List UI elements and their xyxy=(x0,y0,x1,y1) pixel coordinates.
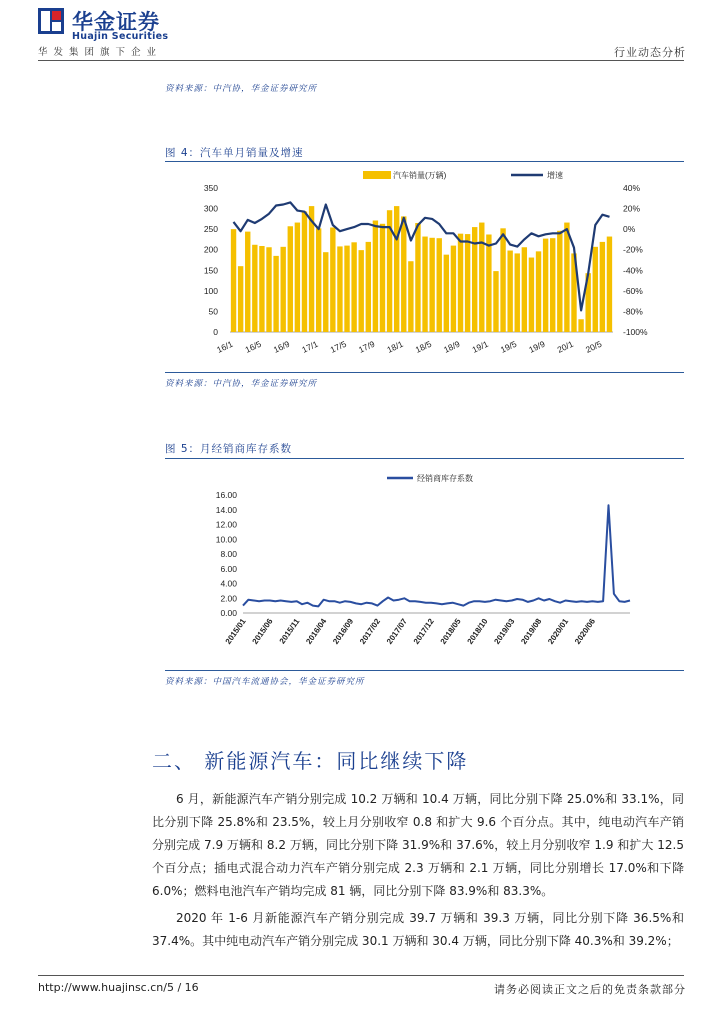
x-tick-label: 20/1 xyxy=(555,338,575,355)
sales-bar xyxy=(451,246,456,332)
sales-bar xyxy=(422,237,427,332)
y-left-tick-label: 50 xyxy=(208,306,218,317)
x-tick-label: 2015/11 xyxy=(277,616,302,646)
sales-bar xyxy=(259,246,264,332)
sales-bar xyxy=(564,223,569,332)
y-right-tick-label: 20% xyxy=(623,203,641,214)
brand-name-en: Huajin Securities xyxy=(72,31,169,42)
sales-bar xyxy=(507,251,512,332)
sales-bar xyxy=(543,239,548,332)
sales-bar xyxy=(359,250,364,332)
sales-bar xyxy=(429,238,434,332)
sales-bar xyxy=(486,234,491,332)
x-tick-label: 19/9 xyxy=(527,338,547,355)
x-tick-label: 17/9 xyxy=(357,338,377,355)
x-tick-label: 2020/06 xyxy=(573,616,598,646)
inventory-line xyxy=(243,505,630,606)
huajin-logo-icon xyxy=(38,8,64,34)
header-divider xyxy=(38,60,684,61)
x-tick-label: 2015/06 xyxy=(250,616,275,646)
sales-bar xyxy=(536,251,541,332)
y-left-tick-label: 300 xyxy=(203,203,218,214)
fig4-title: 图 4：汽车单月销量及增速 xyxy=(165,147,304,159)
x-tick-label: 16/9 xyxy=(271,338,292,355)
chart-dealer-inventory xyxy=(165,459,684,669)
chart5-legend xyxy=(387,473,473,483)
sales-bar xyxy=(295,223,300,332)
y-tick-label: 0.00 xyxy=(220,608,237,618)
sales-bar xyxy=(578,319,583,332)
footer-url-page xyxy=(38,981,199,994)
sales-bar xyxy=(366,242,371,332)
paragraph-1-text: 6 月，新能源汽车产销分别完成 10.2 万辆和 10.4 万辆，同比分别下降 25.0%和 33.1%，同比分别下降 25.8%和 23.5%，较上月分别收窄 0.8 和扩大 9.6 个百分点。其中，纯电动汽车产销分别完成 7.9 万辆和 8.2 万辆，同比分别下降 31.9%和 37.6%，较上月分别收窄 1.9 和扩大 12.5 个百分点；插电式混合动力汽车产销分别完成 2.3 万辆和 2.1 万辆，同比分别增长 17.0%和下降 6.0%；燃料电池汽车产销均完成 81 辆，同比分别下降 83.9%和 83.3%。 xyxy=(152,792,684,898)
legend-label-inventory: 经销商库存系数 xyxy=(417,474,473,483)
y-right-tick-label: -20% xyxy=(623,244,643,255)
x-tick-label: 19/5 xyxy=(498,338,519,355)
y-left-tick-label: 100 xyxy=(203,285,218,296)
legend-swatch-sales xyxy=(363,171,391,179)
y-right-tick-label: -80% xyxy=(623,306,643,317)
sales-bar xyxy=(522,247,527,332)
y-tick-label: 4.00 xyxy=(220,578,237,589)
paragraph-1 xyxy=(152,788,684,903)
legend-label-sales: 汽车销量(万辆) xyxy=(393,171,447,180)
x-tick-label: 16/1 xyxy=(215,338,235,355)
y-tick-label: 8.00 xyxy=(220,549,237,559)
y-tick-label: 2.00 xyxy=(220,593,237,604)
fig5-title: 图 5：月经销商库存系数 xyxy=(165,443,293,455)
y-right-tick-label: -40% xyxy=(623,265,643,276)
sales-bar xyxy=(593,247,598,332)
sales-bar xyxy=(557,231,562,332)
y-right-tick-label: -60% xyxy=(623,285,643,296)
x-tick-label: 18/9 xyxy=(442,338,462,355)
sales-bar xyxy=(266,247,271,332)
sales-bar xyxy=(394,206,399,332)
sales-bar xyxy=(273,256,278,332)
sales-bar xyxy=(529,258,534,332)
sales-bar xyxy=(600,242,605,332)
fig4-source: 资料来源：中汽协，华金证券研究所 xyxy=(165,379,318,389)
sales-bar xyxy=(373,221,378,332)
sales-bar xyxy=(238,266,243,332)
x-tick-label: 18/5 xyxy=(413,338,433,355)
sales-bar xyxy=(252,245,257,332)
sales-bar xyxy=(280,247,285,332)
paragraph-2 xyxy=(152,907,684,953)
y-left-tick-label: 350 xyxy=(203,183,218,193)
chart4-legend xyxy=(363,170,563,180)
x-tick-label: 17/5 xyxy=(328,338,348,355)
x-tick-label: 2020/01 xyxy=(546,616,571,646)
sales-bar xyxy=(465,234,470,332)
x-tick-label: 2015/01 xyxy=(223,616,248,646)
sales-bar xyxy=(408,261,413,332)
chart-monthly-sales xyxy=(165,162,684,370)
x-tick-label: 2018/10 xyxy=(465,616,490,646)
legend-label-growth: 增速 xyxy=(547,171,563,180)
sales-bar xyxy=(444,255,449,332)
x-tick-label: 16/5 xyxy=(243,338,263,355)
sales-bar xyxy=(351,242,356,332)
y-tick-label: 6.00 xyxy=(220,563,237,574)
x-tick-label: 19/1 xyxy=(470,338,490,355)
y-tick-label: 16.00 xyxy=(215,490,237,500)
sales-bar xyxy=(316,228,321,332)
sales-bar xyxy=(458,234,463,332)
x-tick-label: 2019/08 xyxy=(519,616,544,646)
footer-divider xyxy=(38,975,684,976)
sales-bar xyxy=(493,271,498,332)
sales-bar xyxy=(415,223,420,332)
sales-bar xyxy=(479,223,484,332)
y-left-tick-label: 200 xyxy=(203,244,218,255)
sales-bar xyxy=(380,224,385,332)
y-right-tick-label: -100% xyxy=(623,327,648,337)
sales-bar xyxy=(337,246,342,332)
sales-bar xyxy=(550,238,555,332)
x-tick-label: 2017/12 xyxy=(411,616,436,646)
sales-bar xyxy=(302,211,307,332)
sales-bar xyxy=(231,229,236,332)
x-tick-label: 2018/05 xyxy=(438,616,463,646)
report-type: 行业动态分析 xyxy=(614,46,686,59)
x-tick-label: 2016/09 xyxy=(331,616,356,646)
paragraph-2-text: 2020 年 1-6 月新能源汽车产销分别完成 39.7 万辆和 39.3 万辆，同比分别下降 36.5%和 37.4%。其中纯电动汽车产销分别完成 30.1 万辆和 30.4 万辆，同比分别下降 40.3%和 39.2%； xyxy=(152,911,684,948)
fig4-bottom-rule xyxy=(165,372,684,373)
brand-name-cn: 华金证券 xyxy=(72,10,160,34)
footer-disclaimer: 请务必阅读正文之后的免责条款部分 xyxy=(494,983,686,996)
y-left-tick-label: 150 xyxy=(203,265,218,276)
y-right-tick-label: 0% xyxy=(623,224,636,235)
sales-bar xyxy=(515,253,520,332)
y-tick-label: 14.00 xyxy=(215,504,237,515)
sales-bar xyxy=(309,206,314,332)
brand-subtitle: 华发集团旗下企业 xyxy=(38,47,163,58)
sales-bar xyxy=(344,246,349,332)
sales-bar xyxy=(607,237,612,332)
y-right-tick-label: 40% xyxy=(623,183,641,193)
footer-page: 5 / 16 xyxy=(166,981,199,994)
x-tick-label: 2019/03 xyxy=(492,616,517,646)
sales-bar xyxy=(401,216,406,332)
sales-bar xyxy=(245,232,250,332)
fig3-source: 资料来源：中汽协，华金证券研究所 xyxy=(165,84,318,94)
sales-bar xyxy=(288,226,293,332)
y-left-tick-label: 250 xyxy=(203,224,218,235)
x-tick-label: 18/1 xyxy=(385,338,405,355)
x-tick-label: 20/5 xyxy=(583,338,604,355)
fig5-source: 资料来源：中国汽车流通协会，华金证券研究所 xyxy=(165,677,365,687)
sales-bar xyxy=(437,238,442,332)
y-tick-label: 12.00 xyxy=(215,519,237,530)
sales-bar xyxy=(330,227,335,332)
x-tick-label: 17/1 xyxy=(300,338,320,355)
y-left-tick-label: 0 xyxy=(213,327,218,337)
footer-url[interactable]: http://www.huajinsc.cn/ xyxy=(38,981,167,994)
fig5-bottom-rule xyxy=(165,670,684,671)
section-title: 二、 新能源汽车：同比继续下降 xyxy=(152,749,469,773)
y-tick-label: 10.00 xyxy=(215,534,237,545)
x-tick-label: 2016/04 xyxy=(304,616,329,646)
x-tick-label: 2017/02 xyxy=(358,616,383,646)
sales-bar xyxy=(500,228,505,332)
x-tick-label: 2017/07 xyxy=(384,616,409,646)
sales-bar xyxy=(323,252,328,332)
